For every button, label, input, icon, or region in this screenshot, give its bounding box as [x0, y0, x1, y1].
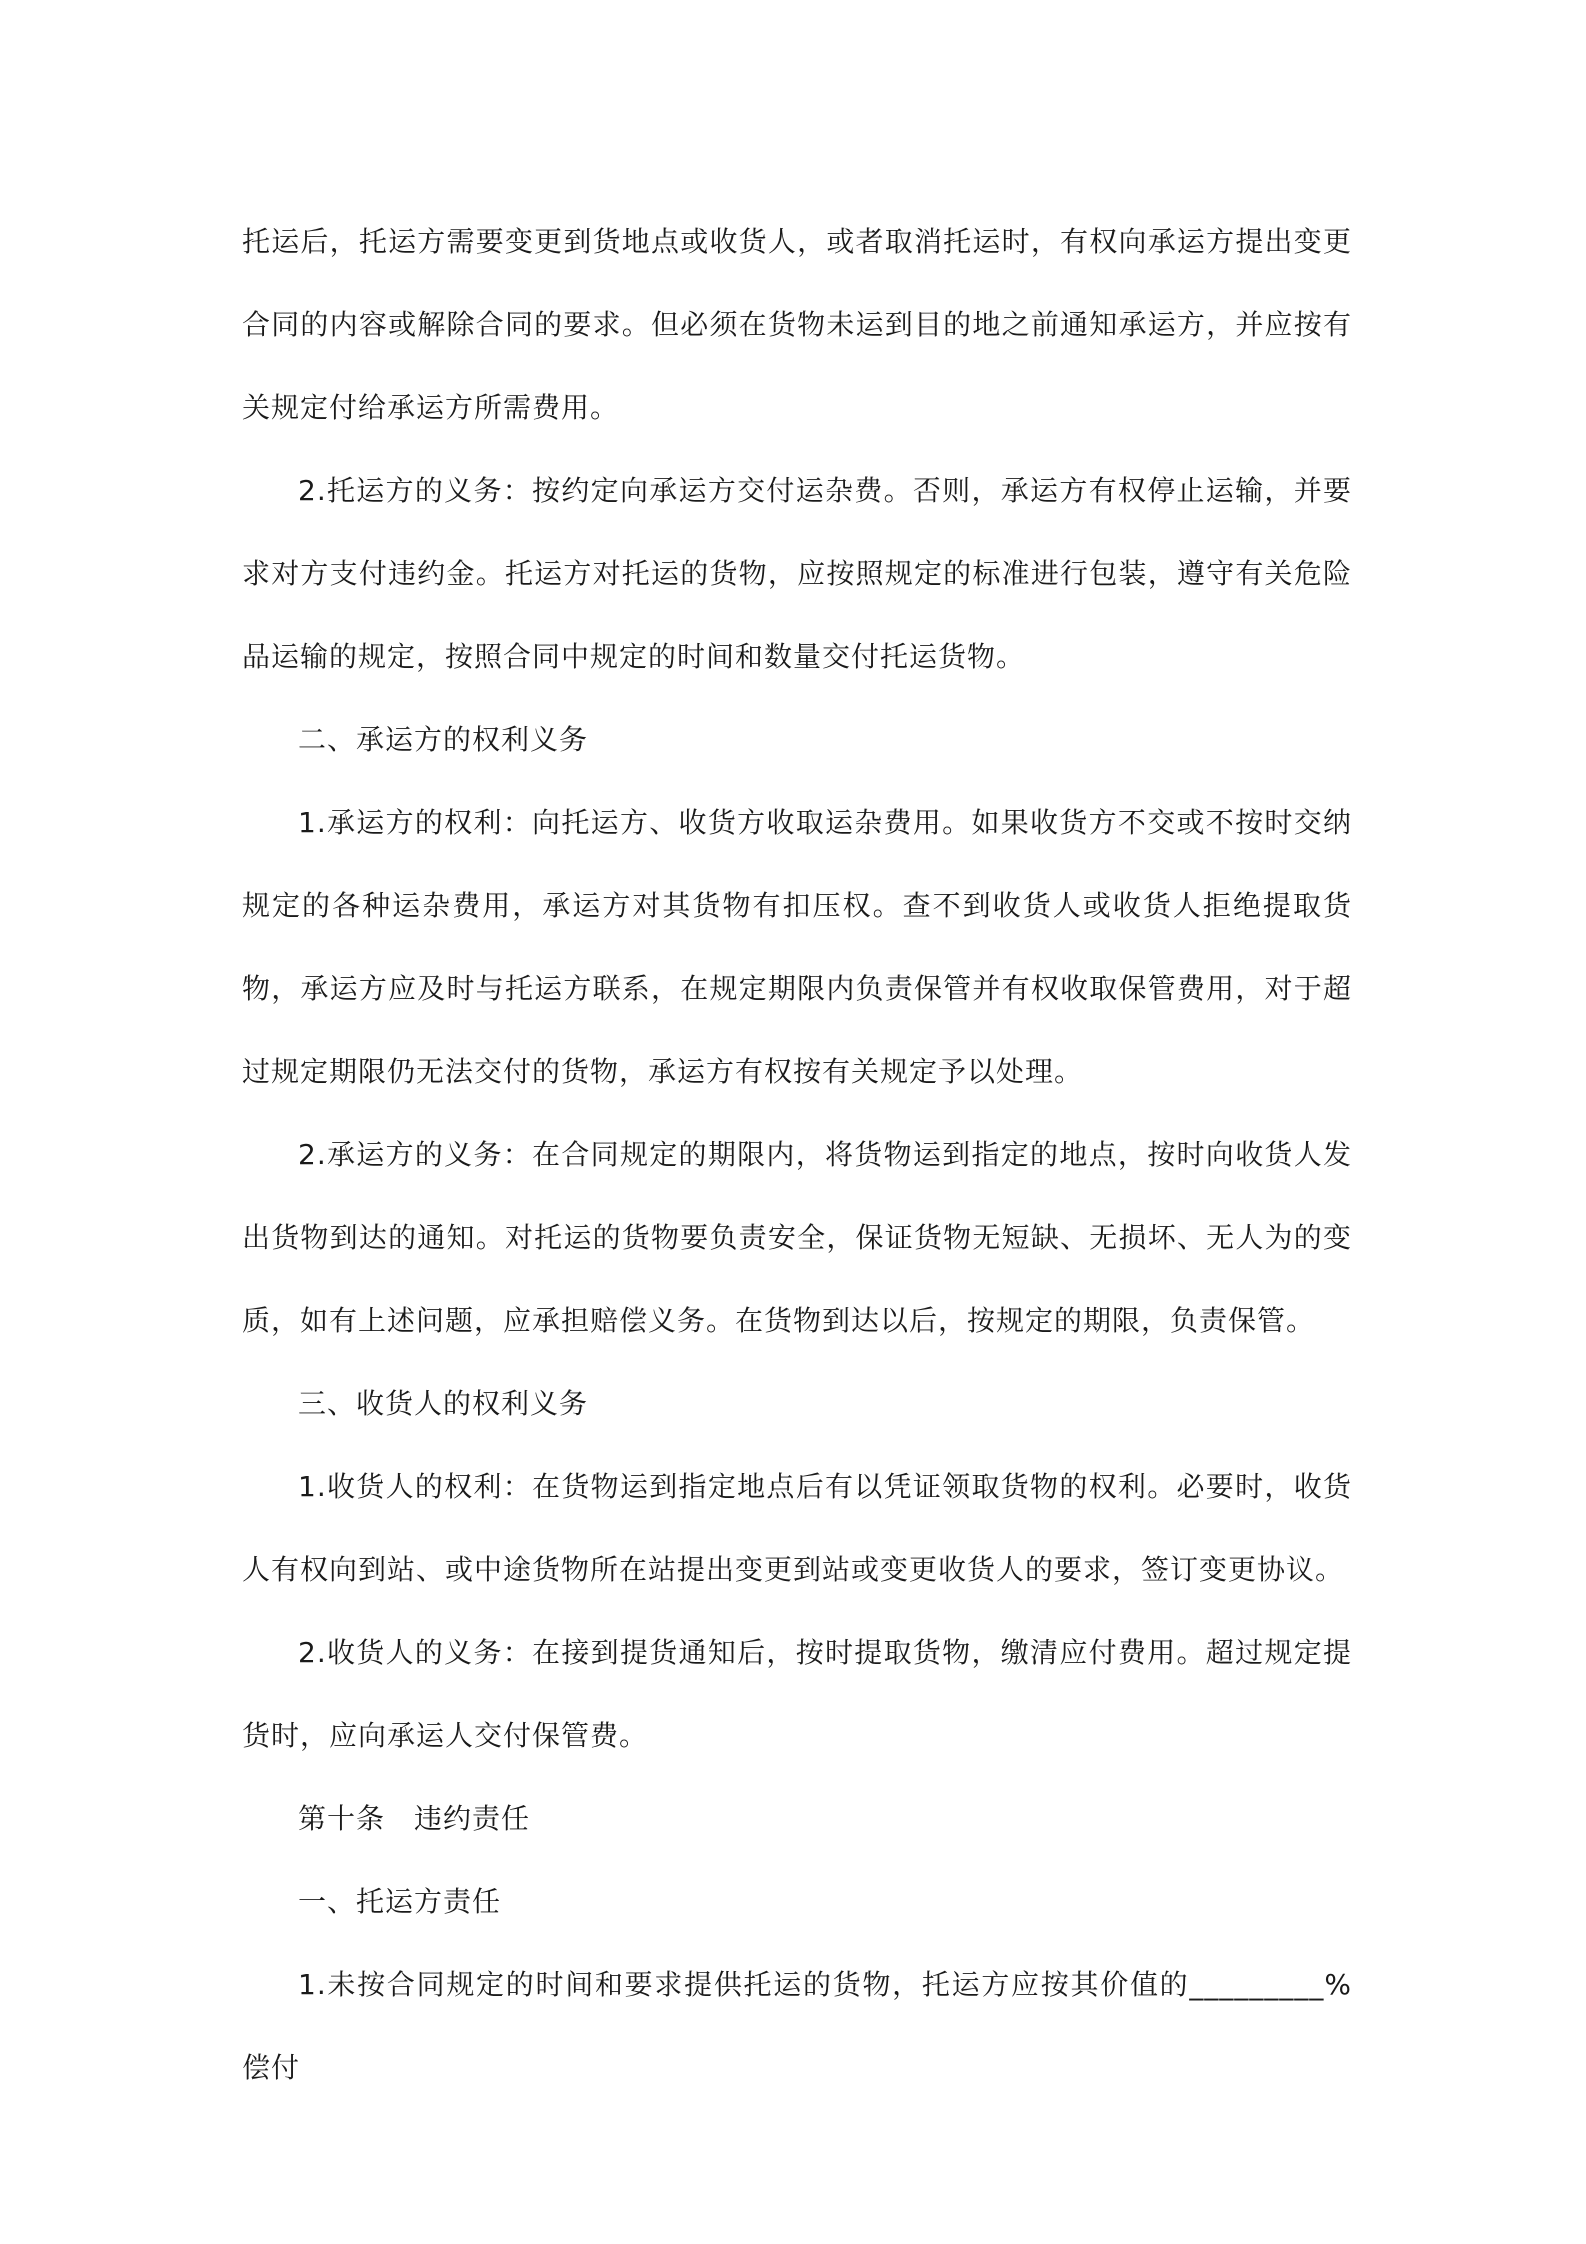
paragraph-consignee-obligations: 2.收货人的义务：在接到提货通知后，按时提取货物，缴清应付费用。超过规定提货时，应向承运人交付保管费。: [242, 1636, 1352, 1752]
section-heading-carrier: 二、承运方的权利义务: [298, 723, 589, 756]
paragraph-consignor-obligations: 2.托运方的义务：按约定向承运方交付运杂费。否则，承运方有权停止运输，并要求对方支付违约金。托运方对托运的货物，应按照规定的标准进行包装，遵守有关危险品运输的规定，按照合同中规定的时间和数量交付托运货物。: [242, 474, 1352, 673]
paragraph-consignor-liability-1: 1.未按合同规定的时间和要求提供托运的货物，托运方应按其价值的_________%偿付: [242, 1968, 1352, 2084]
paragraph-consignee-rights: 1.收货人的权利：在货物运到指定地点后有以凭证领取货物的权利。必要时，收货人有权向到站、或中途货物所在站提出变更到站或变更收货人的要求，签订变更协议。: [242, 1470, 1352, 1586]
section-heading-consignee: 三、收货人的权利义务: [298, 1387, 589, 1420]
paragraph-carrier-obligations: 2.承运方的义务：在合同规定的期限内，将货物运到指定的地点，按时向收货人发出货物到达的通知。对托运的货物要负责安全，保证货物无短缺、无损坏、无人为的变质，如有上述问题，应承担赔偿义务。在货物到达以后，按规定的期限，负责保管。: [242, 1138, 1352, 1337]
document-body: [242, 200, 1352, 2109]
article-heading-liability: 第十条 违约责任: [298, 1802, 531, 1835]
section-heading-consignor-liability: 一、托运方责任: [298, 1885, 502, 1918]
paragraph-consignor-rights-continued: 托运后，托运方需要变更到货地点或收货人，或者取消托运时，有权向承运方提出变更合同的内容或解除合同的要求。但必须在货物未运到目的地之前通知承运方，并应按有关规定付给承运方所需费用。: [242, 225, 1352, 424]
paragraph-carrier-rights: 1.承运方的权利：向托运方、收货方收取运杂费用。如果收货方不交或不按时交纳规定的各种运杂费用，承运方对其货物有扣压权。查不到收货人或收货人拒绝提取货物，承运方应及时与托运方联系，在规定期限内负责保管并有权收取保管费用，对于超过规定期限仍无法交付的货物，承运方有权按有关规定予以处理。: [242, 806, 1352, 1088]
